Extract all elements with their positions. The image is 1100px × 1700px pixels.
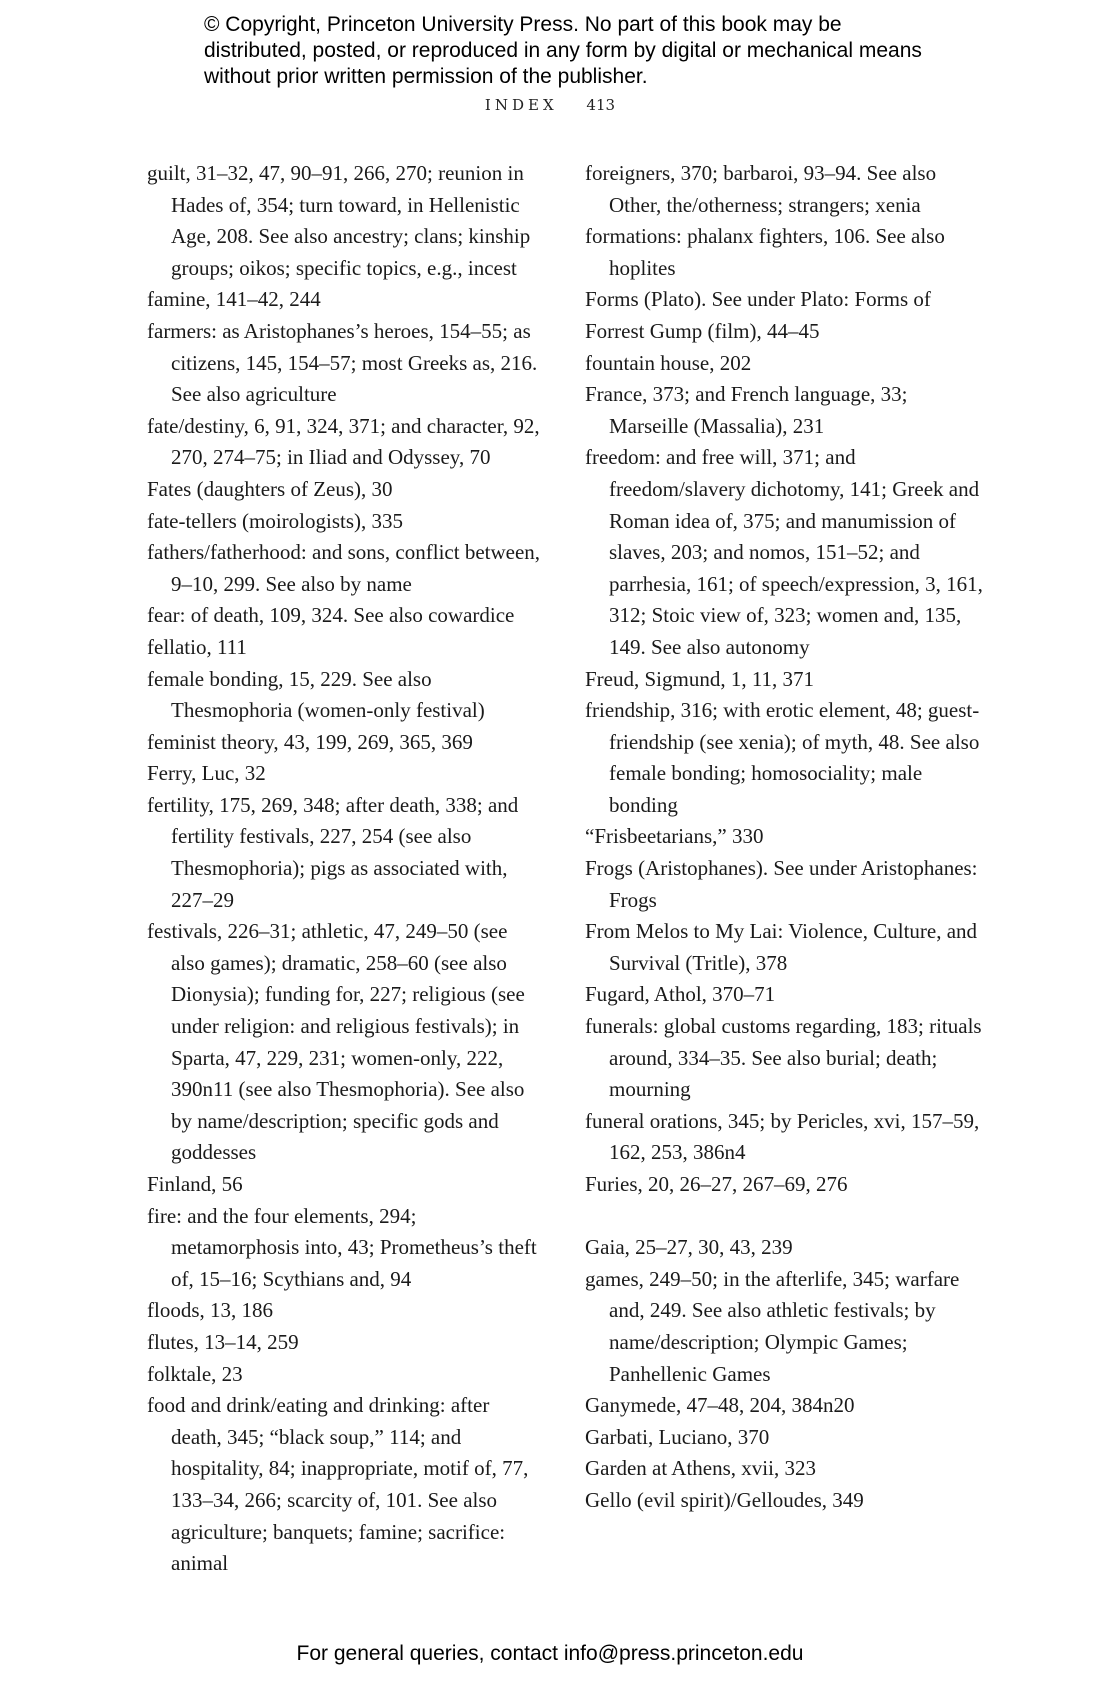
contact-footer: For general queries, contact info@press.princeton.edu	[296, 1642, 804, 1665]
index-entry: fountain house, 202	[585, 350, 752, 375]
index-entry: Freud, Sigmund, 1, 11, 371	[585, 666, 815, 691]
index-entry: Garbati, Luciano, 370	[585, 1424, 770, 1449]
letter-group-divider	[585, 1201, 985, 1233]
index-entry: Forms (Plato). See under Plato: Forms of	[585, 287, 931, 312]
index-entry: guilt, 31–32, 47, 90–91, 266, 270; reunion in Hades of, 354; turn toward, in Hellenistic Age, 208. See also ancestry; clans; kinship groups; oikos; specific topics, e.g., incest	[147, 161, 531, 280]
index-entry: Finland, 56	[147, 1172, 243, 1196]
index-entry: friendship, 316; with erotic element, 48; guest-friendship (see xenia); of myth, 48. See also female bonding; homosociality; male bonding	[585, 698, 980, 817]
index-entry: formations: phalanx fighters, 106. See also hoplites	[585, 224, 945, 280]
index-entry: fertility, 175, 269, 348; after death, 338; and fertility festivals, 227, 254 (see also Thesmophoria); pigs as associated with, 227–29	[147, 792, 519, 912]
index-entry: Gaia, 25–27, 30, 43, 239	[585, 1235, 793, 1260]
index-entry: female bonding, 15, 229. See also Thesmophoria (women-only festival)	[147, 666, 485, 723]
index-entry: fathers/fatherhood: and sons, conflict between, 9–10, 299. See also by name	[147, 540, 541, 596]
index-entry: fire: and the four elements, 294; metamorphosis into, 43; Prometheus’s theft of, 15–16; Scythians and, 94	[147, 1203, 537, 1291]
index-entry: food and drink/eating and drinking: after death, 345; “black soup,” 114; and hospitality, 84; inappropriate, motif of, 77, 133–34, 266; scarcity of, 101. See also agriculture; banquets; famine; sacrifice: animal	[147, 1393, 529, 1576]
copyright-notice: © Copyright, Princeton University Press. No part of this book may be distributed, posted, or reproduced in any form by digital or mechanical means without prior written permission of the publisher.	[204, 13, 922, 88]
running-head	[0, 96, 1100, 114]
index-entry: Ferry, Luc, 32	[147, 761, 266, 786]
index-entry: Gello (evil spirit)/Gelloudes, 349	[585, 1487, 864, 1512]
index-column-right	[585, 158, 985, 1517]
index-entry: From Melos to My Lai: Violence, Culture, and Survival (Tritle), 378	[585, 919, 978, 975]
index-entry: foreigners, 370; barbaroi, 93–94. See also Other, the/otherness; strangers; xenia	[585, 161, 937, 217]
index-entry: funeral orations, 345; by Pericles, xvi, 157–59, 162, 253, 386n4	[585, 1108, 980, 1165]
index-entry: famine, 141–42, 244	[147, 287, 321, 312]
index-entry: funerals: global customs regarding, 183; rituals around, 334–35. See also burial; death; mourning	[585, 1014, 982, 1102]
index-entry: Forrest Gump (film), 44–45	[585, 318, 820, 343]
index-entry: Garden at Athens, xvii, 323	[585, 1456, 816, 1481]
index-entry: fate/destiny, 6, 91, 324, 371; and character, 92, 270, 274–75; in Iliad and Odyssey, 70	[147, 413, 540, 470]
index-entry: Frogs (Aristophanes). See under Aristophanes: Frogs	[585, 856, 978, 912]
index-entry: festivals, 226–31; athletic, 47, 249–50 (see also games); dramatic, 258–60 (see also Dionysia); funding for, 227; religious (see under religion: and religious festivals); in Sparta, 47, 229, 231; women-only, 222, 390n11 (see also Thesmophoria). See also by name/description; specific gods and goddesses	[147, 919, 525, 1165]
index-entry: floods, 13, 186	[147, 1298, 273, 1323]
index-entry: Ganymede, 47–48, 204, 384n20	[585, 1393, 855, 1418]
index-entry: games, 249–50; in the afterlife, 345; warfare and, 249. See also athletic festivals; by name/description; Olympic Games; Panhellenic Games	[585, 1266, 960, 1386]
index-entry: fellatio, 111	[147, 634, 247, 659]
index-entry: fate-tellers (moirologists), 335	[147, 508, 404, 533]
index-entry: freedom: and free will, 371; and freedom/slavery dichotomy, 141; Greek and Roman idea of, 375; and manumission of slaves, 203; and nomos, 151–52; and parrhesia, 161; of speech/expression, 3, 161, 312; Stoic view of, 323; women and, 135, 149. See also autonomy	[585, 445, 983, 659]
index-entry: flutes, 13–14, 259	[147, 1329, 299, 1354]
index-entry: feminist theory, 43, 199, 269, 365, 369	[147, 729, 473, 754]
index-entry: folktale, 23	[147, 1361, 243, 1386]
index-entry: Fugard, Athol, 370–71	[585, 982, 776, 1007]
index-entry: Furies, 20, 26–27, 267–69, 276	[585, 1172, 848, 1196]
index-entry: France, 373; and French language, 33; Marseille (Massalia), 231	[585, 382, 908, 438]
index-entry: farmers: as Aristophanes’s heroes, 154–55; as citizens, 145, 154–57; most Greeks as, 216. See also agriculture	[147, 318, 538, 407]
index-entry: “Frisbeetarians,” 330	[585, 824, 764, 849]
section-title: INDEX	[484, 96, 558, 114]
index-entry: fear: of death, 109, 324. See also cowardice	[147, 603, 515, 628]
index-entry: Fates (daughters of Zeus), 30	[147, 476, 393, 501]
index-column-left	[147, 158, 542, 1580]
page-number: 413	[586, 96, 616, 114]
